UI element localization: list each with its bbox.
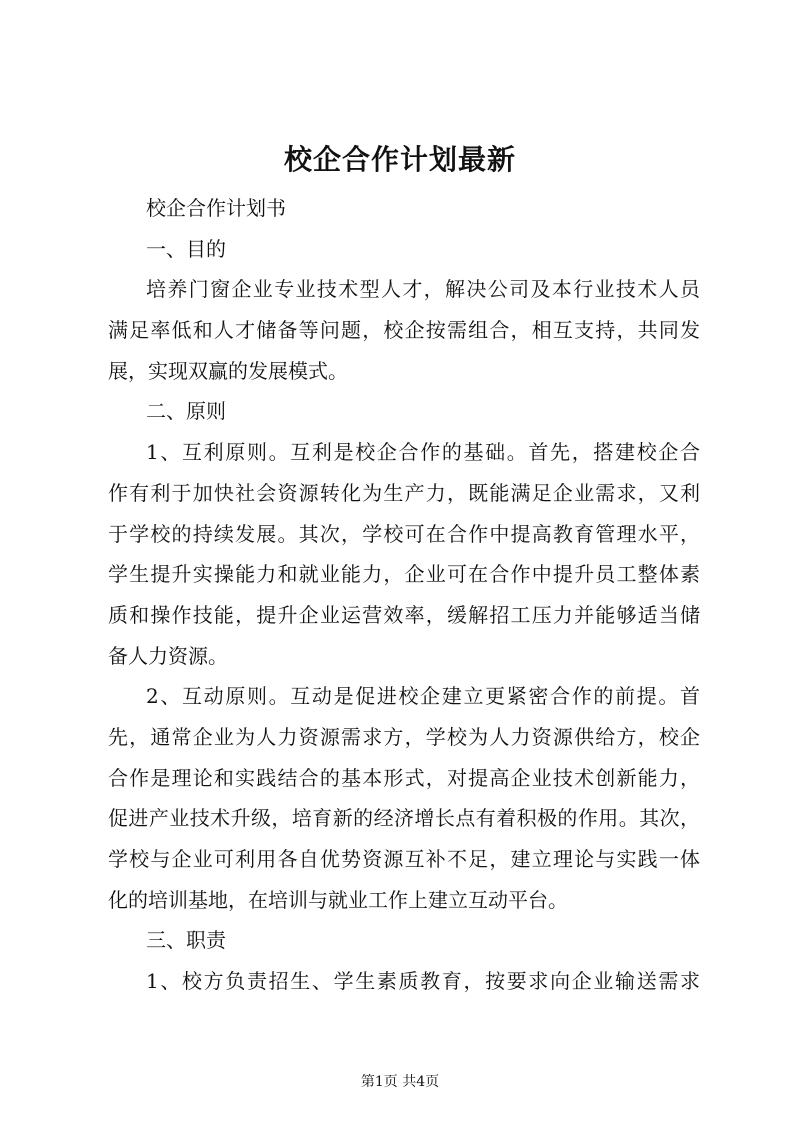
text-line: 校企合作计划书 [146, 196, 286, 220]
document-title: 校企合作计划最新 [283, 143, 516, 176]
text-line: 1、互利原则。互利是校企合作的基础。首先，搭建校企合 [146, 440, 700, 465]
text-line: 2、互动原则。互动是促进校企建立更紧密合作的前提。首 [146, 684, 700, 709]
text-line: 1、校方负责招生、学生素质教育，按要求向企业输送需求 [146, 969, 700, 994]
document-body [108, 188, 700, 1002]
text-line: 先，通常企业为人力资源需求方，学校为人力资源供给方，校企 [108, 724, 700, 749]
text-line: 一、目的 [146, 236, 226, 261]
text-line: 合作是理论和实践结合的基本形式，对提高企业技术创新能力， [108, 765, 700, 790]
text-line: 展，实现双赢的发展模式。 [108, 358, 348, 383]
text-line: 作有利于加快社会资源转化为生产力，既能满足企业需求，又利 [108, 480, 700, 505]
text-line: 满足率低和人才储备等问题，校企按需组合，相互支持，共同发 [108, 318, 700, 343]
text-line: 备人力资源。 [108, 643, 228, 668]
text-line: 学校与企业可利用各自优势资源互补不足，建立理论与实践一体 [108, 847, 700, 871]
page-footer: 第1页 共4页 [360, 1074, 440, 1090]
text-line: 促进产业技术升级，培育新的经济增长点有着积极的作用。其次， [108, 806, 700, 831]
text-line: 化的培训基地，在培训与就业工作上建立互动平台。 [108, 887, 568, 912]
text-line: 于学校的持续发展。其次，学校可在合作中提高教育管理水平， [108, 521, 700, 546]
text-line: 学生提升实操能力和就业能力，企业可在合作中提升员工整体素 [108, 562, 700, 587]
text-line: 二、原则 [146, 399, 226, 424]
text-line: 质和操作技能，提升企业运营效率，缓解招工压力并能够适当储 [108, 602, 700, 627]
text-line: 三、职责 [146, 928, 226, 953]
text-line: 培养门窗企业专业技术型人才，解决公司及本行业技术人员 [146, 277, 700, 302]
